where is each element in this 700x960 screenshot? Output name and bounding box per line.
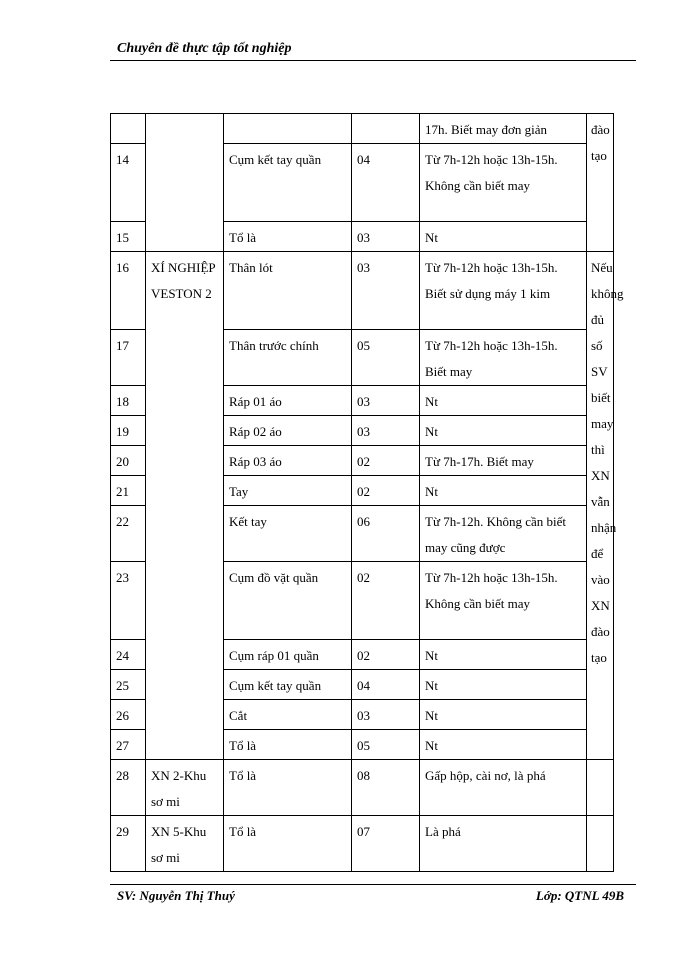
quantity-cell: 07 xyxy=(352,816,420,872)
row-number-cell: 14 xyxy=(111,144,146,222)
department-cell: Thân trước chính xyxy=(224,330,352,386)
row-number-cell xyxy=(111,114,146,144)
department-cell: Thân lót xyxy=(224,252,352,330)
footer-divider xyxy=(110,884,636,885)
row-number-cell: 17 xyxy=(111,330,146,386)
department-cell: Tay xyxy=(224,476,352,506)
department-cell: Tổ là xyxy=(224,222,352,252)
requirement-cell: Từ 7h-12h hoặc 13h-15h. Biết may xyxy=(420,330,587,386)
requirement-cell: Nt xyxy=(420,640,587,670)
requirement-cell: Từ 7h-12h hoặc 13h-15h. Không cần biết may xyxy=(420,144,587,222)
department-cell: Tổ là xyxy=(224,760,352,816)
row-number-cell: 18 xyxy=(111,386,146,416)
footer-student-name: SV: Nguyễn Thị Thuý xyxy=(117,888,235,903)
quantity-cell: 06 xyxy=(352,506,420,562)
recruitment-table xyxy=(110,113,624,872)
unit-cell: XN 2-Khu sơ mi xyxy=(146,760,224,816)
table-row xyxy=(111,760,614,816)
requirement-cell: 17h. Biết may đơn giản xyxy=(420,114,587,144)
table-row xyxy=(111,816,614,872)
row-number-cell: 24 xyxy=(111,640,146,670)
department-cell: Ráp 01 áo xyxy=(224,386,352,416)
unit-cell: XN 5-Khu sơ mi xyxy=(146,816,224,872)
quantity-cell: 08 xyxy=(352,760,420,816)
quantity-cell: 03 xyxy=(352,416,420,446)
requirement-cell: Gấp hộp, cài nơ, là phá xyxy=(420,760,587,816)
requirement-cell: Nt xyxy=(420,222,587,252)
department-cell: Ráp 02 áo xyxy=(224,416,352,446)
department-cell: Cụm đồ vặt quần xyxy=(224,562,352,640)
row-number-cell: 26 xyxy=(111,700,146,730)
row-number-cell: 19 xyxy=(111,416,146,446)
header-divider xyxy=(110,60,636,61)
quantity-cell: 03 xyxy=(352,222,420,252)
row-number-cell: 16 xyxy=(111,252,146,330)
requirement-cell: Nt xyxy=(420,476,587,506)
requirement-cell: Nt xyxy=(420,386,587,416)
footer-class-code: Lớp: QTNL 49B xyxy=(535,888,624,903)
unit-cell xyxy=(146,114,224,252)
quantity-cell: 03 xyxy=(352,700,420,730)
quantity-cell: 03 xyxy=(352,386,420,416)
unit-cell: XÍ NGHIỆP VESTON 2 xyxy=(146,252,224,760)
row-number-cell: 28 xyxy=(111,760,146,816)
department-cell: Cụm kết tay quần xyxy=(224,144,352,222)
row-number-cell: 22 xyxy=(111,506,146,562)
requirement-cell: Nt xyxy=(420,730,587,760)
row-number-cell: 21 xyxy=(111,476,146,506)
page-header-title: Chuyên đề thực tập tốt nghiệp xyxy=(117,41,292,56)
requirement-cell: Nt xyxy=(420,416,587,446)
quantity-cell: 03 xyxy=(352,252,420,330)
quantity-cell: 04 xyxy=(352,144,420,222)
quantity-cell: 02 xyxy=(352,562,420,640)
department-cell xyxy=(224,114,352,144)
note-cell: Nếu không đủ số SV biết may thì XN vẫn nhận để vào XN đào tạo xyxy=(587,252,614,760)
table-row xyxy=(111,252,614,330)
department-cell: Cụm kết tay quần xyxy=(224,670,352,700)
requirement-cell: Từ 7h-12h hoặc 13h-15h. Không cần biết may xyxy=(420,562,587,640)
department-cell: Tổ là xyxy=(224,816,352,872)
table-row xyxy=(111,114,614,144)
requirement-cell: Là phá xyxy=(420,816,587,872)
quantity-cell: 02 xyxy=(352,476,420,506)
requirement-cell: Từ 7h-12h. Không cần biết may cũng được xyxy=(420,506,587,562)
row-number-cell: 20 xyxy=(111,446,146,476)
quantity-cell: 05 xyxy=(352,330,420,386)
row-number-cell: 29 xyxy=(111,816,146,872)
quantity-cell xyxy=(352,114,420,144)
requirement-cell: Từ 7h-12h hoặc 13h-15h. Biết sử dụng máy 1 kim xyxy=(420,252,587,330)
row-number-cell: 23 xyxy=(111,562,146,640)
department-cell: Cắt xyxy=(224,700,352,730)
requirement-cell: Nt xyxy=(420,700,587,730)
note-cell: đào tạo xyxy=(587,114,614,252)
quantity-cell: 04 xyxy=(352,670,420,700)
department-cell: Cụm ráp 01 quần xyxy=(224,640,352,670)
note-cell xyxy=(587,816,614,872)
department-cell: Tổ là xyxy=(224,730,352,760)
department-cell: Kết tay xyxy=(224,506,352,562)
quantity-cell: 02 xyxy=(352,446,420,476)
requirement-cell: Nt xyxy=(420,670,587,700)
requirement-cell: Từ 7h-17h. Biết may xyxy=(420,446,587,476)
quantity-cell: 05 xyxy=(352,730,420,760)
row-number-cell: 27 xyxy=(111,730,146,760)
row-number-cell: 15 xyxy=(111,222,146,252)
quantity-cell: 02 xyxy=(352,640,420,670)
row-number-cell: 25 xyxy=(111,670,146,700)
note-cell xyxy=(587,760,614,816)
department-cell: Ráp 03 áo xyxy=(224,446,352,476)
